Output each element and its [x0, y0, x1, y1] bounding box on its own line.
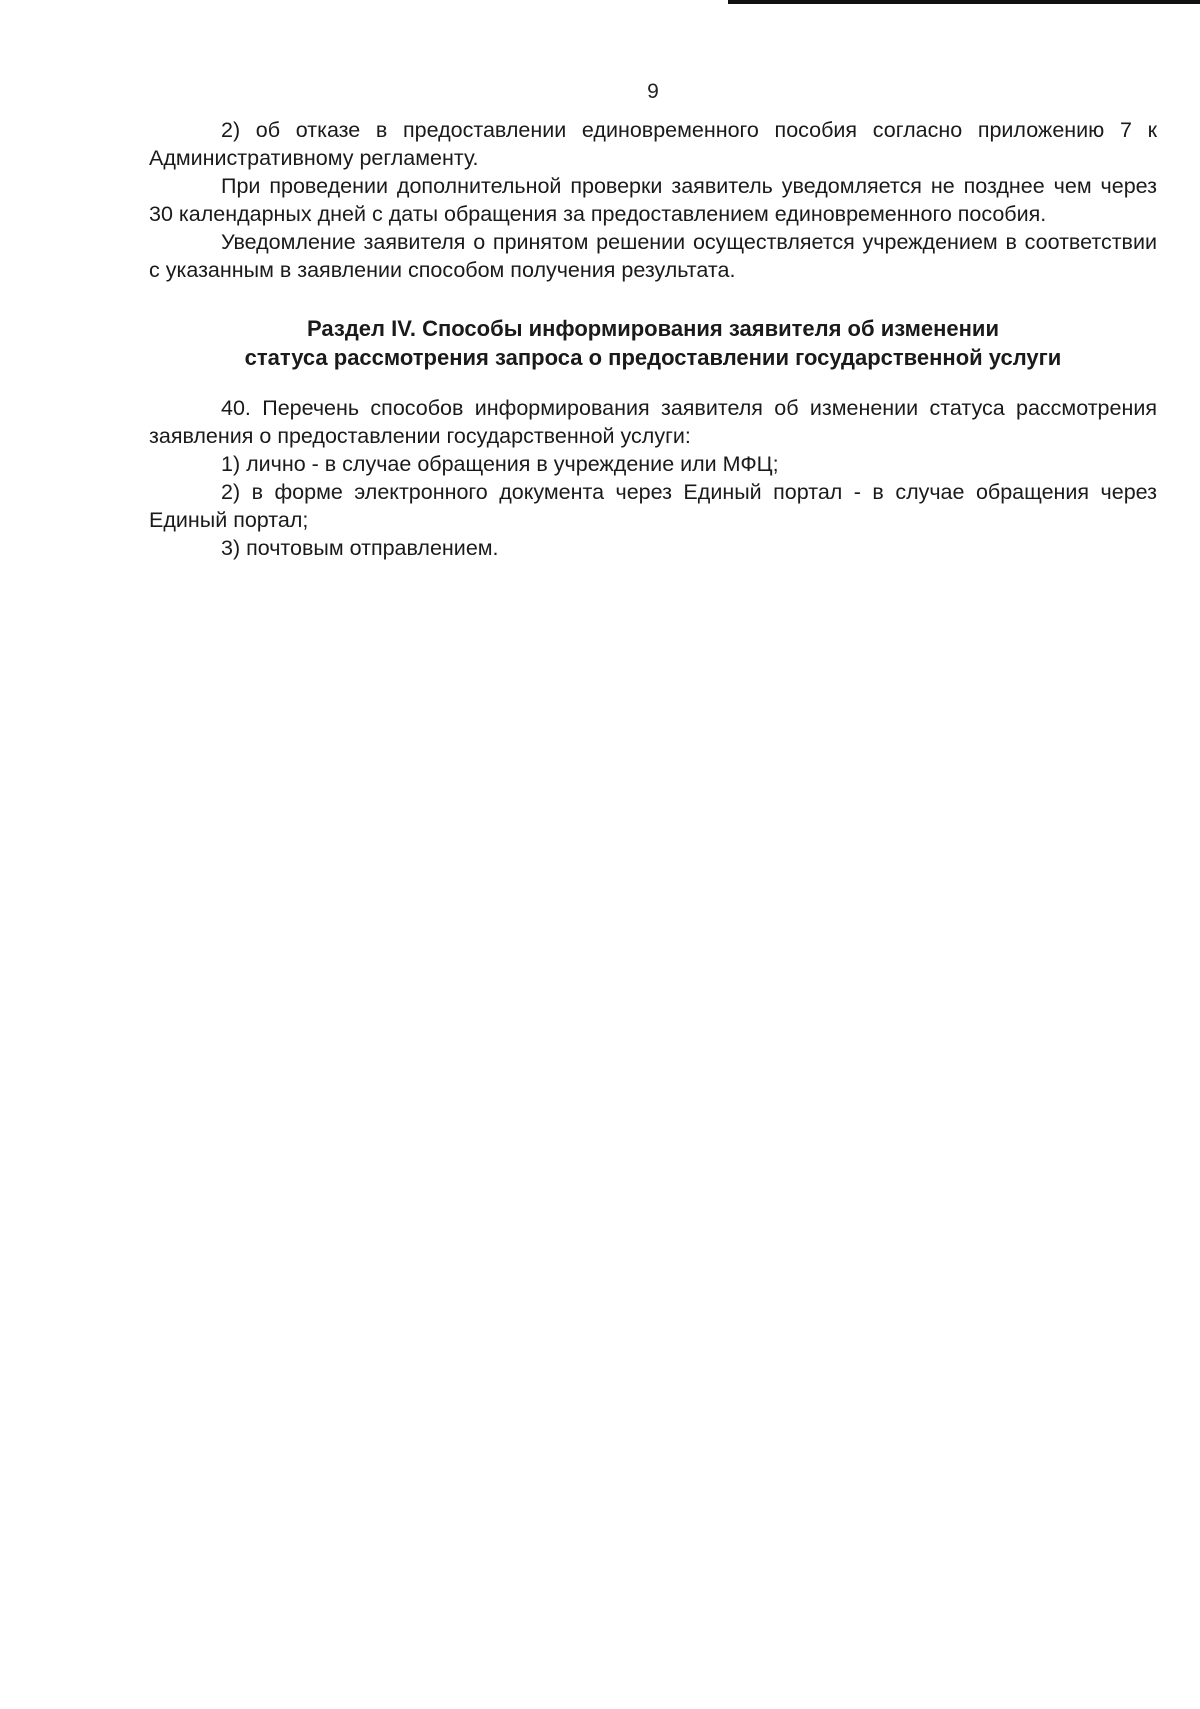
paragraph-additional-check: При проведении дополнительной проверки заявитель уведомляется не позднее чем через 30 календарных дней с даты обращения за предоставлением единовременного пособия. [149, 174, 1157, 226]
paragraph-item-40: 40. Перечень способов информирования заявителя об изменении статуса рассмотрения заявления о предоставлении государственной услуги: [149, 396, 1157, 448]
paragraph-notification: Уведомление заявителя о принятом решении осуществляется учреждением в соответствии с указанным в заявлении способом получения результата. [149, 230, 1157, 282]
section-title-line-2: статуса рассмотрения запроса о предоставлении государственной услуги [244, 345, 1062, 370]
list-item-in-person: 1) лично - в случае обращения в учреждение или МФЦ; [221, 452, 779, 476]
scan-edge-line [728, 0, 1200, 4]
section-heading [149, 314, 1157, 372]
paragraph-refusal: 2) об отказе в предоставлении единовременного пособия согласно приложению 7 к Административному регламенту. [149, 118, 1157, 170]
list-item-electronic: 2) в форме электронного документа через Единый портал - в случае обращения через Единый портал; [149, 480, 1157, 532]
list-item-postal: 3) почтовым отправлением. [221, 536, 499, 560]
section-title-line-1: Раздел IV. Способы информирования заявителя об изменении [307, 316, 999, 341]
document-body [149, 116, 1157, 562]
page-number: 9 [647, 80, 659, 103]
